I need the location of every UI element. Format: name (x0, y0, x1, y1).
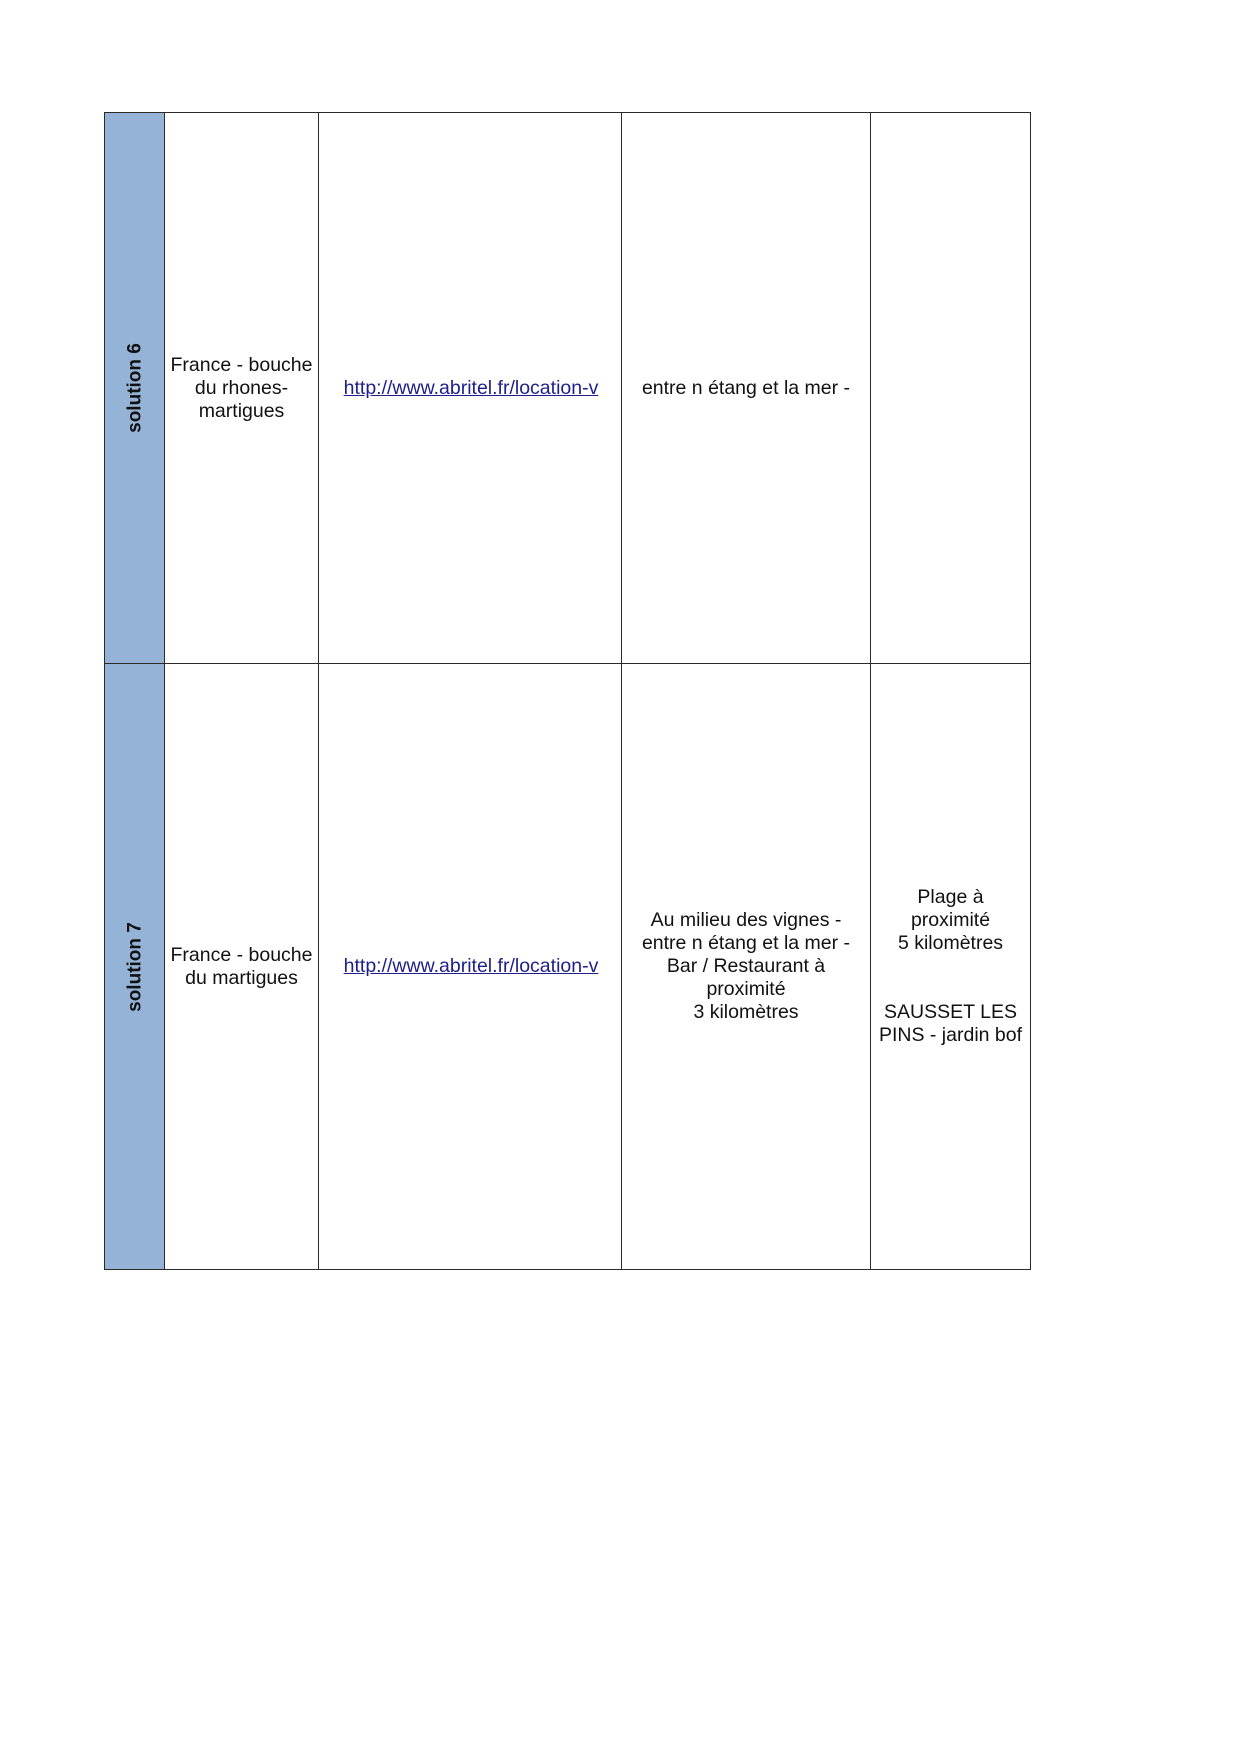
extra-cell (871, 664, 1031, 1270)
listing-link[interactable]: http://www.abritel.fr/location-v (343, 376, 599, 399)
url-cell (319, 664, 622, 1270)
table-row (105, 113, 1031, 664)
description-text: Au milieu des vignes - entre n étang et la mer - Bar / Restaurant à proximité 3 kilomètres (641, 909, 851, 1023)
row-label: solution 7 (124, 921, 145, 1012)
table-row (105, 664, 1031, 1270)
row-label: solution 6 (124, 343, 145, 433)
listing-link[interactable]: http://www.abritel.fr/location-v (343, 955, 599, 977)
description-text: entre n étang et la mer - (641, 376, 851, 399)
url-cell (319, 113, 622, 664)
row-label-cell (105, 664, 165, 1270)
location-cell (165, 113, 319, 664)
extra-text: Plage à proximité 5 kilomètres SAUSSET LES PINS - jardin bof (878, 886, 1023, 1046)
location-text: France - bouche du martigues (170, 943, 313, 989)
spreadsheet-table (104, 112, 1031, 1270)
location-cell (165, 664, 319, 1270)
description-cell (622, 664, 871, 1270)
description-cell (622, 113, 871, 664)
extra-cell (871, 113, 1031, 664)
row-label-cell (105, 113, 165, 664)
location-text: France - bouche du rhones- martigues (170, 353, 313, 422)
